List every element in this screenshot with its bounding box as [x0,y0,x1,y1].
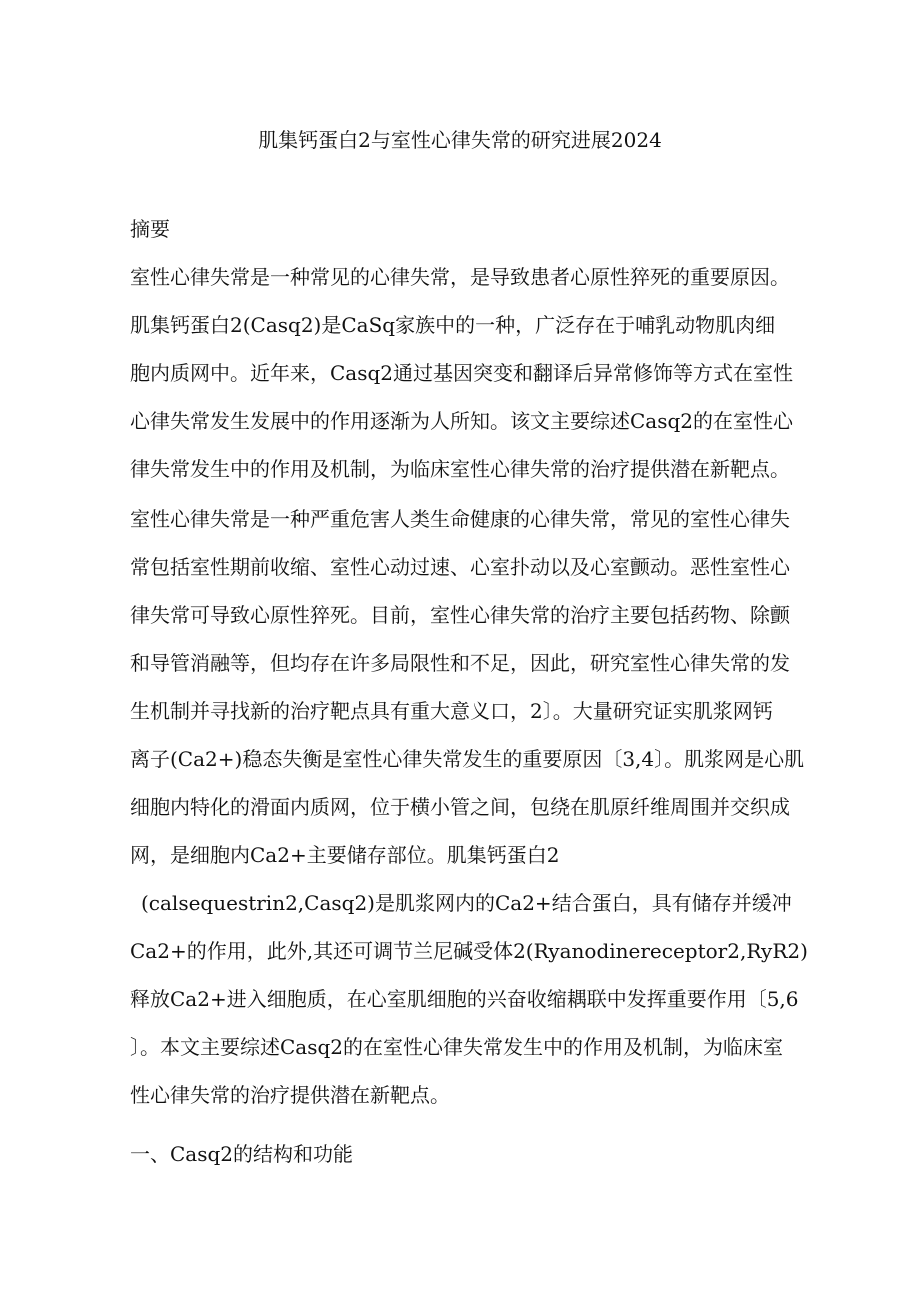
body-line: 律失常可导致心原性猝死。目前，室性心律失常的治疗主要包括药物、除颤 [130,603,790,627]
body-line: 〕。本文主要综述Casq2的在室性心律失常发生中的作用及机制，为临床室 [130,1035,784,1059]
body-line: (calsequestrin2,Casq2)是肌浆网内的Ca2+结合蛋白，具有储存并缓冲 [141,891,792,915]
body-line: 离子(Ca2+)稳态失衡是室性心律失常发生的重要原因〔3,4〕。肌浆网是心肌 [130,747,805,771]
body-line: Ca2+的作用，此外,其还可调节兰尼碱受体2(Ryanodinereceptor2,RyR2) [130,939,808,963]
section-heading: 一、Casq2的结构和功能 [130,1142,354,1166]
body-line: 性心律失常的治疗提供潜在新靶点。 [130,1083,450,1107]
abstract-line: 律失常发生中的作用及机制，为临床室性心律失常的治疗提供潜在新靶点。 [130,457,790,481]
document-title: 肌集钙蛋白2与室性心律失常的研究进展2024 [258,128,662,152]
abstract-line: 室性心律失常是一种常见的心律失常，是导致患者心原性猝死的重要原因。 [130,265,790,289]
abstract-line: 胞内质网中。近年来，Casq2通过基因突变和翻译后异常修饰等方式在室性 [130,361,794,385]
body-line: 网，是细胞内Ca2+主要储存部位。肌集钙蛋白2 [130,843,560,867]
body-line: 常包括室性期前收缩、室性心动过速、心室扑动以及心室颤动。恶性室性心 [130,555,790,579]
body-line: 和导管消融等，但均存在许多局限性和不足，因此，研究室性心律失常的发 [130,651,790,675]
body-line: 生机制并寻找新的治疗靶点具有重大意义口，2〕。大量研究证实肌浆网钙 [130,699,773,723]
abstract-line: 心律失常发生发展中的作用逐渐为人所知。该文主要综述Casq2的在室性心 [130,409,794,433]
body-line: 释放Ca2+进入细胞质，在心室肌细胞的兴奋收缩耦联中发挥重要作用〔5,6 [130,987,799,1011]
body-line: 细胞内特化的滑面内质网，位于横小管之间，包绕在肌原纤维周围并交织成 [130,795,790,819]
body-line: 室性心律失常是一种严重危害人类生命健康的心律失常，常见的室性心律失 [130,507,790,531]
abstract-line: 肌集钙蛋白2(Casq2)是CaSq家族中的一种，广泛存在于哺乳动物肌肉细 [130,313,776,337]
abstract-heading: 摘要 [130,217,170,241]
